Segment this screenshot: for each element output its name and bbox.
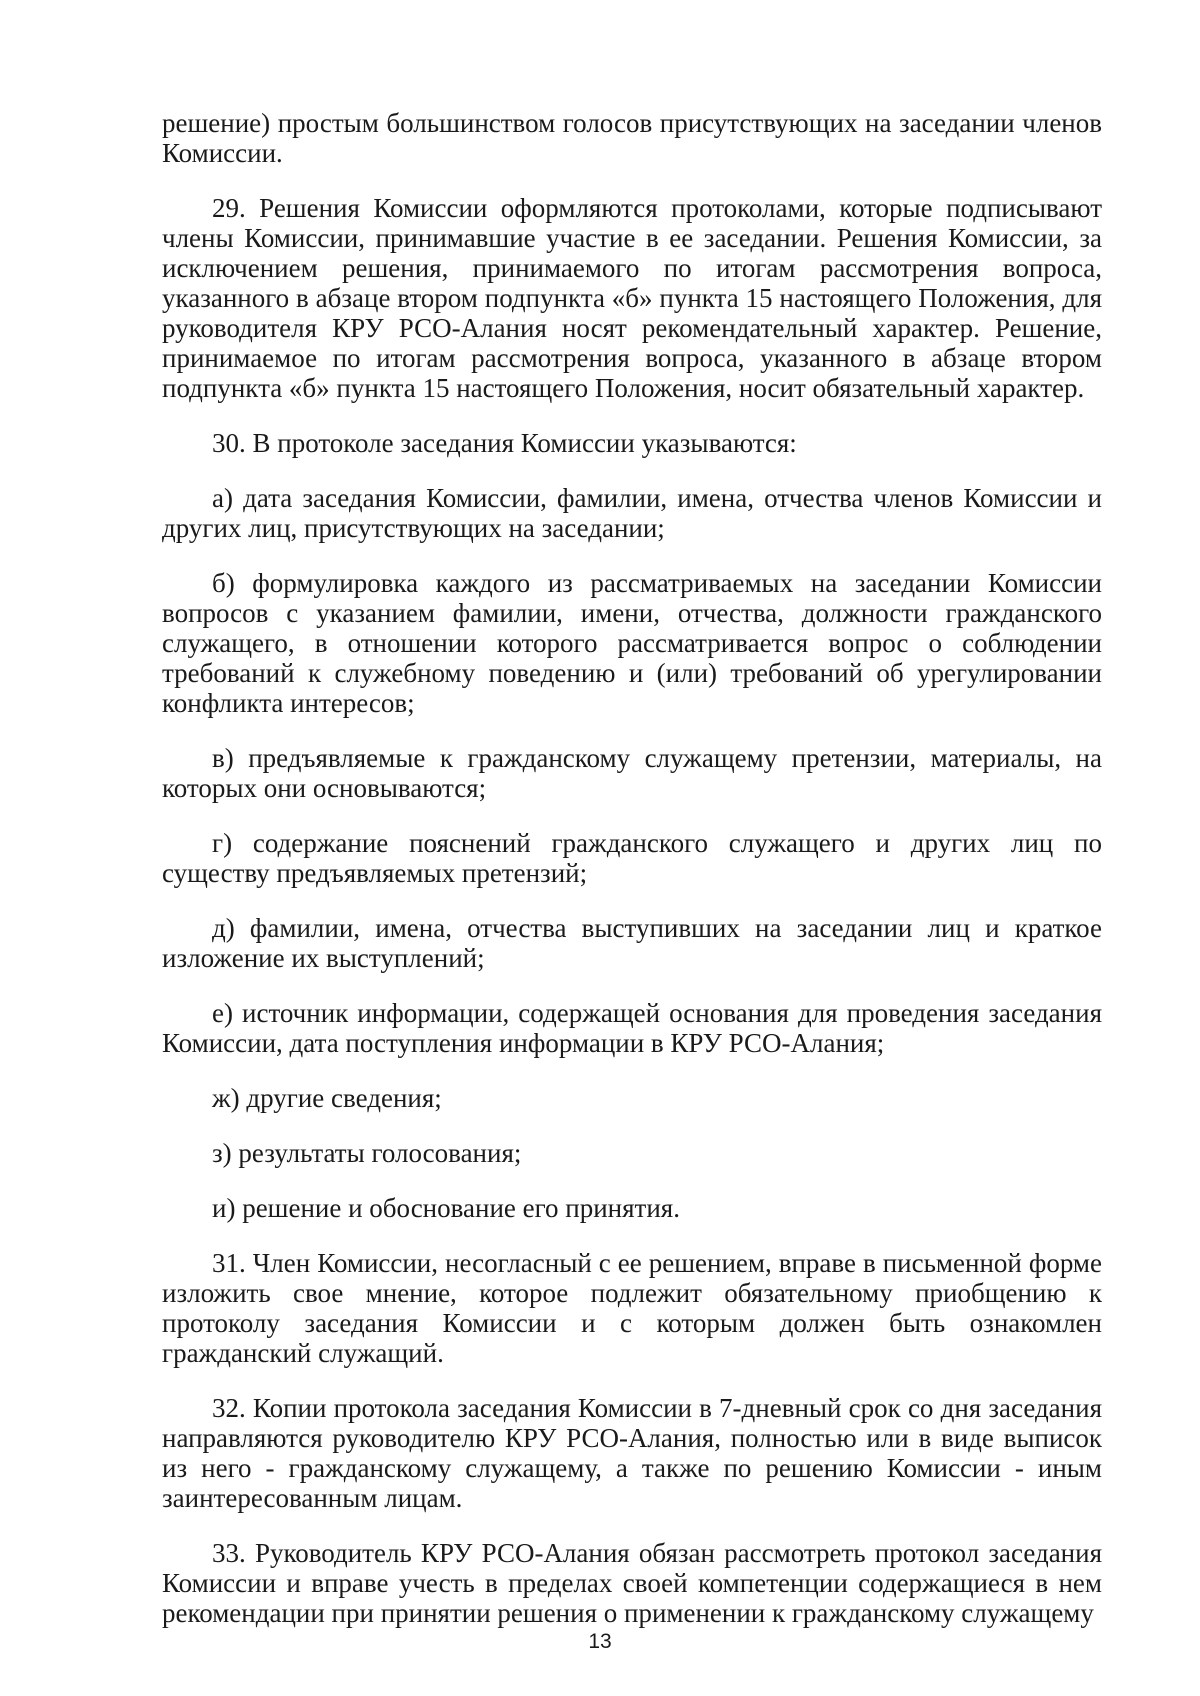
list-item-e: е) источник информации, содержащей основания для проведения заседания Комиссии, дата поступления информации в КРУ РСО-Алания; [162,998,1102,1058]
paragraph-33: 33. Руководитель КРУ РСО-Алания обязан рассмотреть протокол заседания Комиссии и вправе учесть в пределах своей компетенции содержащиеся в нем рекомендации при принятии решения о применении к гражданскому служащему [162,1538,1102,1628]
paragraph-continuation: решение) простым большинством голосов присутствующих на заседании членов Комиссии. [162,108,1102,168]
list-item-v: в) предъявляемые к гражданскому служащему претензии, материалы, на которых они основываются; [162,743,1102,803]
list-item-g: г) содержание пояснений гражданского служащего и других лиц по существу предъявляемых претензий; [162,828,1102,888]
page-number: 13 [588,1630,612,1653]
document-body [162,108,1102,1653]
paragraph-29: 29. Решения Комиссии оформляются протоколами, которые подписывают члены Комиссии, принимавшие участие в ее заседании. Решения Комиссии, за исключением решения, принимаемого по итогам рассмотрения вопроса, указанного в абзаце втором подпункта «б» пункта 15 настоящего Положения, для руководителя КРУ РСО-Алания носят рекомендательный характер. Решение, принимаемое по итогам рассмотрения вопроса, указанного в абзаце втором подпункта «б» пункта 15 настоящего Положения, носит обязательный характер. [162,193,1102,403]
list-item-a: а) дата заседания Комиссии, фамилии, имена, отчества членов Комиссии и других лиц, присутствующих на заседании; [162,483,1102,543]
list-item-z: з) результаты голосования; [212,1138,522,1168]
list-item-zh: ж) другие сведения; [212,1083,442,1113]
paragraph-32: 32. Копии протокола заседания Комиссии в 7-дневный срок со дня заседания направляются руководителю КРУ РСО-Алания, полностью или в виде выписок из него - гражданскому служащему, а также по решению Комиссии - иным заинтересованным лицам. [162,1393,1102,1513]
list-item-d: д) фамилии, имена, отчества выступивших на заседании лиц и краткое изложение их выступлений; [162,913,1102,973]
list-item-b: б) формулировка каждого из рассматриваемых на заседании Комиссии вопросов с указанием фамилии, имени, отчества, должности гражданского служащего, в отношении которого рассматривается вопрос о соблюдении требований к служебному поведению и (или) требований об урегулировании конфликта интересов; [162,568,1102,718]
paragraph-30: 30. В протоколе заседания Комиссии указываются: [212,428,797,458]
list-item-i: и) решение и обоснование его принятия. [212,1193,680,1223]
paragraph-31: 31. Член Комиссии, несогласный с ее решением, вправе в письменной форме изложить свое мнение, которое подлежит обязательному приобщению к протоколу заседания Комиссии и с которым должен быть ознакомлен гражданский служащий. [162,1248,1102,1368]
